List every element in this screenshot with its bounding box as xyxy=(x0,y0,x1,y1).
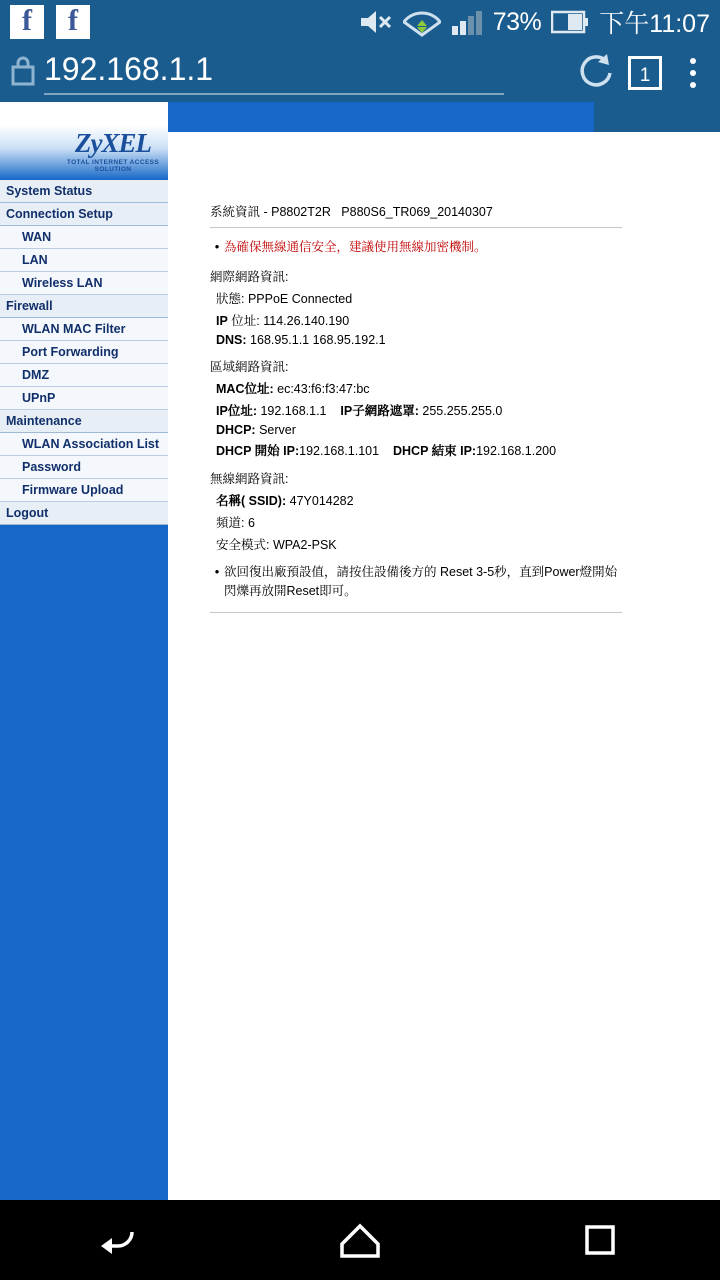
sidebar-item-wan[interactable]: WAN xyxy=(0,226,168,249)
recents-icon[interactable] xyxy=(540,1210,660,1270)
sidebar-item-maintenance[interactable]: Maintenance xyxy=(0,410,168,433)
lan-dhcp-row xyxy=(210,423,622,437)
wlan-ssid-row xyxy=(210,491,622,509)
logo-panel xyxy=(0,102,168,180)
sidebar-item-wireless-lan[interactable]: Wireless LAN xyxy=(0,272,168,295)
menu-dot xyxy=(690,58,696,64)
battery-icon xyxy=(551,9,591,35)
lan-mac-value: ec:43:f6:f3:47:bc xyxy=(277,381,370,396)
sidebar-item-wlan-association-list[interactable]: WLAN Association List xyxy=(0,433,168,456)
security-warning xyxy=(210,238,622,257)
sidebar-item-wlan-mac-filter[interactable]: WLAN MAC Filter xyxy=(0,318,168,341)
logo-brand: ZyXEL xyxy=(75,128,151,158)
facebook-notification-icon: f xyxy=(56,5,90,39)
lan-mask-label: IP xyxy=(340,403,353,418)
lan-dhcp-value: Server xyxy=(259,422,296,437)
status-bar-clock: 下午11:07 xyxy=(599,10,710,38)
wlan-channel-row xyxy=(210,513,622,531)
wlan-security-row xyxy=(210,535,622,553)
back-icon[interactable] xyxy=(60,1210,180,1270)
wlan-security-label: 安全模式: xyxy=(216,537,270,552)
zyxel-logo xyxy=(58,130,168,173)
wlan-section-heading: 無線網路資訊: xyxy=(210,471,289,486)
facebook-notification-icon: f xyxy=(10,5,44,39)
lan-ip-value: 192.168.1.1 xyxy=(260,403,327,418)
dhcp-end-value: 192.168.1.200 xyxy=(476,443,557,458)
sidebar-item-lan[interactable]: LAN xyxy=(0,249,168,272)
lan-dhcp-label: DHCP: xyxy=(216,422,256,437)
lan-ip-row xyxy=(210,401,622,419)
lan-mac-label: MAC xyxy=(216,381,245,396)
header-right-blank xyxy=(168,132,720,180)
dhcp-start-value: 192.168.1.101 xyxy=(299,443,380,458)
page-title: 系統資訊 - P8802T2R P880S6_TR069_20140307 xyxy=(210,202,622,228)
wan-ip-label-rest: 位址: xyxy=(227,313,260,328)
dhcp-end-label: DHCP 結束 IP: xyxy=(392,443,477,458)
sidebar-item-system-status[interactable]: System Status xyxy=(0,180,168,203)
url-text: 192.168.1.1 xyxy=(44,51,214,87)
wlan-ssid-label: 名稱( SSID): xyxy=(216,493,287,508)
tab-count-button[interactable]: 1 xyxy=(628,56,662,90)
wan-ip-row xyxy=(210,311,622,329)
browser-toolbar xyxy=(0,44,720,102)
page-info-icon[interactable] xyxy=(8,54,38,93)
wlan-ssid-value: 47Y014282 xyxy=(289,493,354,508)
menu-dot xyxy=(690,70,696,76)
url-underline xyxy=(44,93,504,95)
sidebar-nav xyxy=(0,180,168,1200)
wan-dns-label: DNS: xyxy=(216,332,247,347)
sidebar-item-logout[interactable]: Logout xyxy=(0,502,168,525)
lan-section-heading: 區域網路資訊: xyxy=(210,359,289,374)
android-navigation-bar xyxy=(0,1200,720,1280)
reset-note xyxy=(210,563,622,601)
wan-dns-value: 168.95.1.1 168.95.192.1 xyxy=(250,332,386,347)
security-warning-text: 為確保無線通信安全，建議使用無線加密機制。 xyxy=(224,240,487,254)
logo-tagline: TOTAL INTERNET ACCESS SOLUTION xyxy=(66,159,160,173)
lan-ip-label-rest: 位址: xyxy=(227,403,257,418)
wan-status-row xyxy=(210,289,622,307)
cell-signal-icon xyxy=(451,8,485,36)
wlan-security-value: WPA2-PSK xyxy=(272,537,337,552)
wan-status-label: 狀態: xyxy=(216,291,245,306)
battery-percent-label: 73% xyxy=(492,7,542,36)
wan-ip-label: IP xyxy=(216,313,228,328)
wan-status-value: PPPoE Connected xyxy=(247,291,353,306)
sidebar-item-dmz[interactable]: DMZ xyxy=(0,364,168,387)
sidebar-item-firewall[interactable]: Firewall xyxy=(0,295,168,318)
sidebar-item-connection-setup[interactable]: Connection Setup xyxy=(0,203,168,226)
wlan-channel-label: 頻道: xyxy=(216,515,245,530)
bullet-icon: • xyxy=(214,563,220,579)
content-divider xyxy=(210,612,622,613)
wlan-channel-value: 6 xyxy=(247,515,255,530)
lan-ip-label: IP xyxy=(216,403,228,418)
reset-note-text: 欲回復出廠預設值，請按住設備後方的 Reset 3-5秒，直到Power燈開始閃爍再放開Reset即可。 xyxy=(224,564,618,598)
url-bar[interactable] xyxy=(44,51,574,95)
lan-mac-row xyxy=(210,379,622,397)
sidebar-item-port-forwarding[interactable]: Port Forwarding xyxy=(0,341,168,364)
wan-ip-value: 114.26.140.190 xyxy=(263,313,350,328)
sidebar-item-upnp[interactable]: UPnP xyxy=(0,387,168,410)
volume-mute-icon xyxy=(359,8,393,36)
dhcp-start-label: DHCP 開始 IP: xyxy=(216,443,300,458)
bullet-icon: • xyxy=(214,239,220,254)
menu-dot xyxy=(690,82,696,88)
wan-section-heading: 網際網路資訊: xyxy=(210,269,289,284)
lan-mask-value: 255.255.255.0 xyxy=(422,403,503,418)
overflow-menu-icon[interactable] xyxy=(678,55,708,91)
webpage-viewport xyxy=(0,102,720,1200)
main-content xyxy=(180,180,720,1200)
page-header-band-right xyxy=(594,102,720,132)
home-icon[interactable] xyxy=(300,1210,420,1270)
sidebar-item-firmware-upload[interactable]: Firmware Upload xyxy=(0,479,168,502)
status-bar xyxy=(0,0,720,44)
reload-icon[interactable] xyxy=(574,49,618,98)
lan-mask-label-rest: 子網路遮罩: xyxy=(352,403,419,418)
lan-mac-label-rest: 位址: xyxy=(244,381,274,396)
sidebar-item-password[interactable]: Password xyxy=(0,456,168,479)
wifi-icon xyxy=(403,7,441,37)
lan-dhcp-range-row xyxy=(210,441,622,459)
wan-dns-row xyxy=(210,333,622,347)
